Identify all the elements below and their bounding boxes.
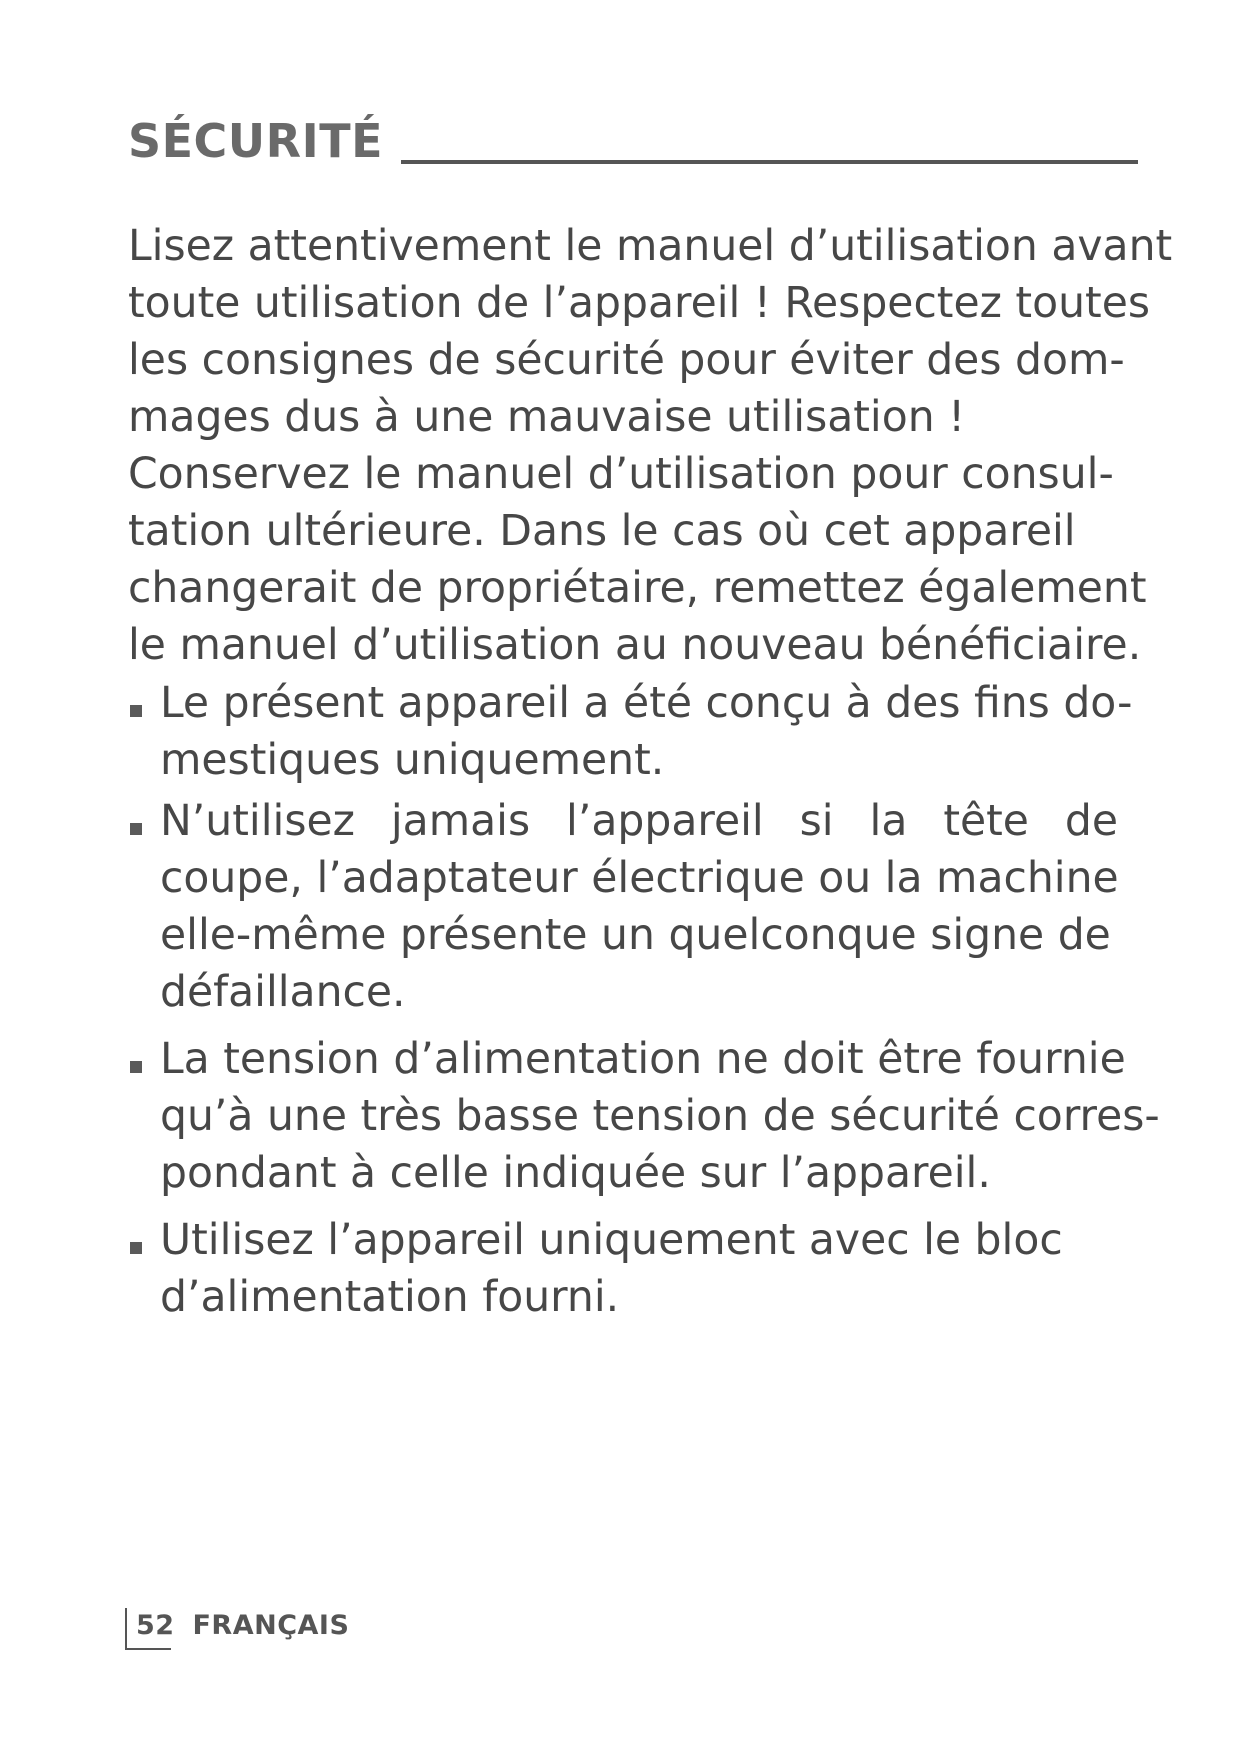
intro-paragraph xyxy=(128,218,1173,674)
square-bullet-icon xyxy=(130,823,142,835)
safety-bullet-item xyxy=(128,793,1138,1021)
page-number: 52 xyxy=(136,1610,175,1641)
square-bullet-icon xyxy=(130,1242,142,1254)
intro-line: changerait de propriétaire, remettez également xyxy=(128,564,1147,613)
bullet-line: La tension d’alimentation ne doit être fournie xyxy=(160,1035,1126,1084)
bullet-line: qu’à une très basse tension de sécurité corres- xyxy=(160,1092,1160,1141)
intro-line: Lisez attentivement le manuel d’utilisation avant xyxy=(128,222,1173,271)
page-footer xyxy=(125,1608,350,1654)
bullet-line: défaillance. xyxy=(160,968,406,1017)
page-language: FRANÇAIS xyxy=(192,1610,350,1641)
intro-line: tation ultérieure. Dans le cas où cet appareil xyxy=(128,507,1076,556)
safety-bullet-item xyxy=(128,1212,1138,1326)
bullet-line: Utilisez l’appareil uniquement avec le bloc xyxy=(160,1216,1063,1265)
heading-rule xyxy=(401,160,1138,164)
intro-line: mages dus à une mauvaise utilisation ! xyxy=(128,393,966,442)
footer-label xyxy=(136,1610,349,1641)
intro-line: le manuel d’utilisation au nouveau bénéficiaire. xyxy=(128,621,1142,670)
section-heading xyxy=(128,100,1138,168)
bullet-line: Le présent appareil a été conçu à des fins do- xyxy=(160,679,1133,728)
intro-line: les consignes de sécurité pour éviter des dom- xyxy=(128,336,1125,385)
bullet-line: mestiques uniquement. xyxy=(160,736,665,785)
safety-bullet-list xyxy=(128,675,1160,1336)
safety-bullet-item xyxy=(128,1031,1160,1202)
intro-line: toute utilisation de l’appareil ! Respectez toutes xyxy=(128,279,1150,328)
intro-line: Conservez le manuel d’utilisation pour consul- xyxy=(128,450,1114,499)
bullet-line: pondant à celle indiquée sur l’appareil. xyxy=(160,1149,991,1198)
square-bullet-icon xyxy=(130,705,142,717)
bullet-line: coupe, l’adaptateur électrique ou la machine xyxy=(160,854,1119,903)
square-bullet-icon xyxy=(130,1061,142,1073)
bullet-line: elle-même présente un quelconque signe de xyxy=(160,911,1111,960)
safety-bullet-item xyxy=(128,675,1138,789)
section-title: SÉCURITÉ xyxy=(128,114,384,168)
bullet-line: N’utilisez jamais l’appareil si la tête de xyxy=(160,797,1118,846)
bullet-line: d’alimentation fourni. xyxy=(160,1273,620,1322)
